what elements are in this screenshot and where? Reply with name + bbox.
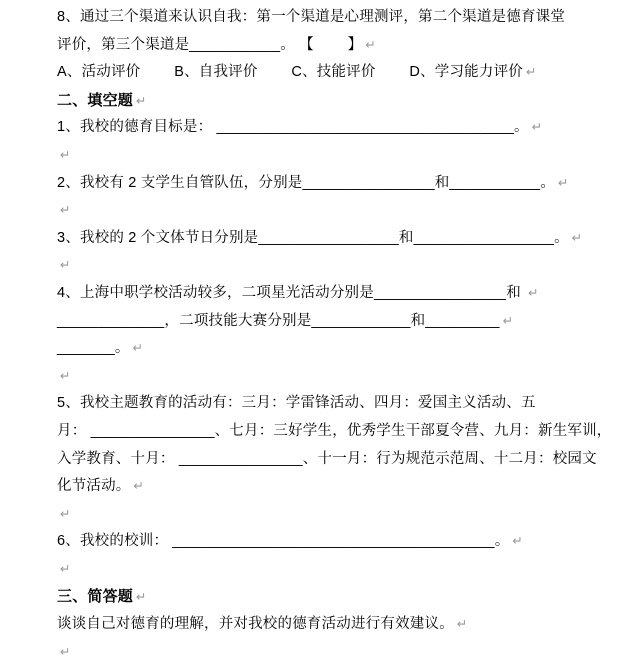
fill-in-question-5-line-4 xyxy=(57,473,574,501)
question-text: 5、我校主题教育的活动有：三月：学雷锋活动、四月：爱国主义活动、五 xyxy=(57,395,536,412)
fill-in-question-5-line-2 xyxy=(57,418,612,446)
question-text: _______。 xyxy=(57,340,130,357)
empty-paragraph-2 xyxy=(57,197,574,225)
paragraph-mark-icon: ↵ xyxy=(571,230,583,245)
fill-in-question-6 xyxy=(57,528,574,556)
paragraph-mark-icon: ↵ xyxy=(60,258,71,273)
question-text: 3、我校的 2 个文体节日分别是_________________和_________________。 xyxy=(57,229,569,246)
paragraph-mark-icon: ↵ xyxy=(60,644,71,659)
question-text: 月： _______________、七月：三好学生，优秀学生干部夏令营、九月：新生军训， xyxy=(57,422,612,439)
fill-in-question-5-line-1 xyxy=(57,390,574,418)
question-text: 化节活动。 xyxy=(57,478,131,495)
question-text: 2、我校有 2 支学生自管队伍，分别是________________和___________。 xyxy=(57,174,556,191)
paragraph-mark-icon: ↵ xyxy=(60,368,71,383)
paragraph-mark-icon: ↵ xyxy=(365,37,377,52)
section-heading-text: 二、填空题 xyxy=(57,91,134,109)
paragraph-mark-icon: ↵ xyxy=(60,203,71,218)
paragraph-mark-icon: ↵ xyxy=(456,617,468,632)
paragraph-mark-icon: ↵ xyxy=(136,590,147,605)
empty-paragraph-7 xyxy=(57,639,574,666)
section-heading-text: 三、简答题 xyxy=(57,588,134,606)
question-text: 谈谈自己对德育的理解，并对我校的德育活动进行有效建议。 xyxy=(57,616,454,633)
paragraph-mark-icon: ↵ xyxy=(528,285,539,300)
short-answer-prompt xyxy=(57,611,574,639)
section-2-heading xyxy=(57,87,574,115)
fill-in-question-5-line-3 xyxy=(57,446,597,474)
fill-in-question-4-line-1 xyxy=(57,280,574,308)
question-text: 1、我校的德育目标是： ____________________________________。 xyxy=(57,119,529,136)
question-text: 4、上海中职学校活动较多，二项星光活动分别是________________和 xyxy=(57,284,526,301)
question-text: 评价，第三个渠道是___________。 【 】 xyxy=(57,36,363,53)
fill-in-question-2 xyxy=(57,170,574,198)
empty-paragraph-1 xyxy=(57,142,574,170)
question-8-text-line-2 xyxy=(57,32,574,60)
question-8-options xyxy=(57,59,574,87)
paragraph-mark-icon: ↵ xyxy=(60,561,71,576)
paragraph-mark-icon: ↵ xyxy=(502,313,514,328)
paragraph-mark-icon: ↵ xyxy=(133,479,145,494)
empty-paragraph-5 xyxy=(57,501,574,529)
fill-in-question-4-line-3 xyxy=(57,335,574,363)
empty-paragraph-3 xyxy=(57,252,574,280)
paragraph-mark-icon: ↵ xyxy=(512,534,524,549)
fill-in-question-3 xyxy=(57,225,583,253)
paragraph-mark-icon: ↵ xyxy=(531,120,543,135)
options-text: A、活动评价 B、自我评价 C、技能评价 D、学习能力评价 xyxy=(57,64,523,81)
empty-paragraph-4 xyxy=(57,363,574,391)
paragraph-mark-icon: ↵ xyxy=(132,341,144,356)
section-3-heading xyxy=(57,583,574,611)
question-text: 8、通过三个渠道来认识自我：第一个渠道是心理测评，第二个渠道是德育课堂 xyxy=(57,9,566,25)
paragraph-mark-icon: ↵ xyxy=(558,175,569,190)
paragraph-mark-icon: ↵ xyxy=(60,506,71,521)
paragraph-mark-icon: ↵ xyxy=(525,65,537,80)
paragraph-mark-icon: ↵ xyxy=(136,93,147,108)
question-8-text-line-1 xyxy=(57,4,574,32)
question-text: 入学教育、十月： _______________、十一月：行为规范示范周、十二月：校园文 xyxy=(57,450,597,467)
fill-in-question-1 xyxy=(57,114,574,142)
question-text: 6、我校的校训： _______________________________________。 xyxy=(57,533,510,550)
fill-in-question-4-line-2 xyxy=(57,308,574,336)
paragraph-mark-icon: ↵ xyxy=(60,147,71,162)
question-text: _____________，二项技能大赛分别是____________和_________ xyxy=(57,312,500,329)
empty-paragraph-6 xyxy=(57,556,574,584)
